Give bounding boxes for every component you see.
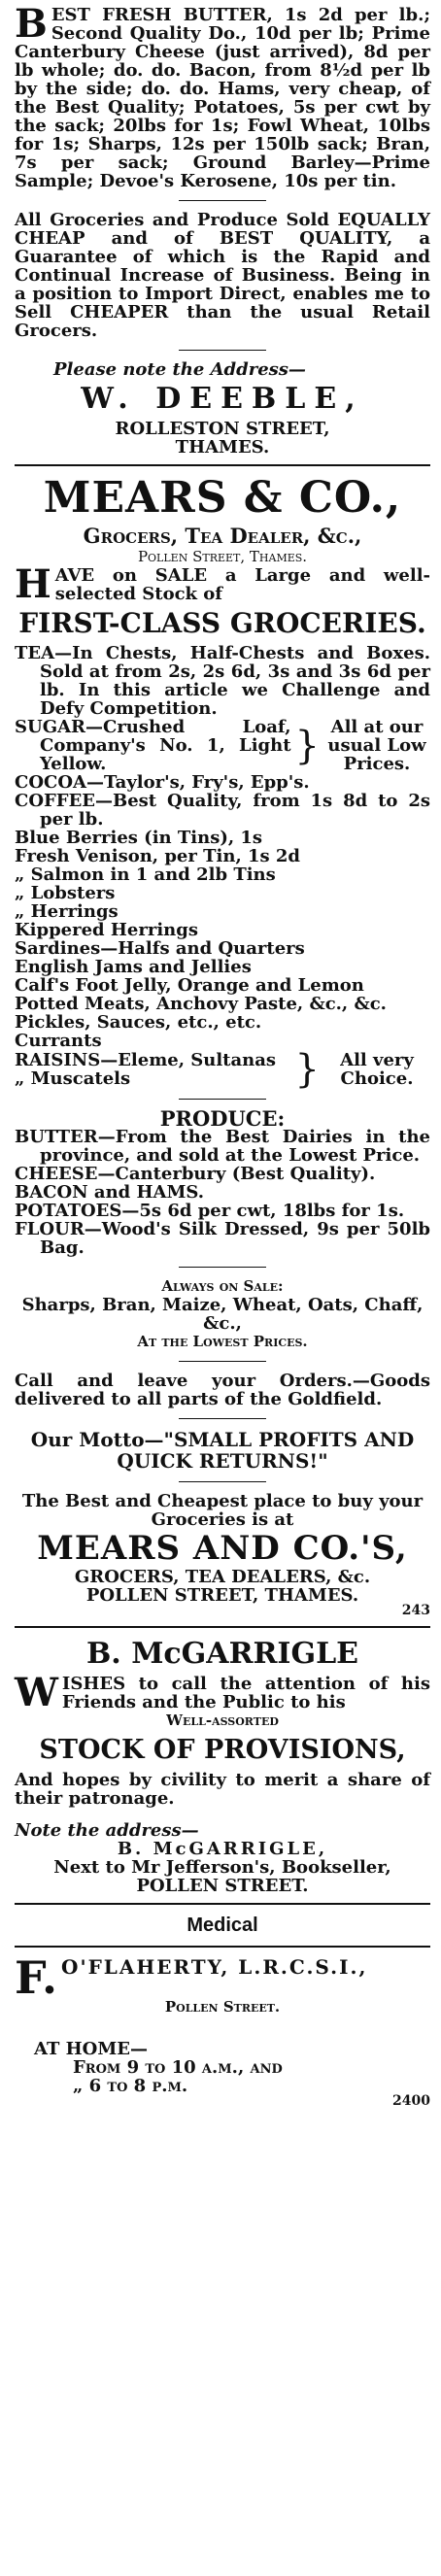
coffee-item: COFFEE—Best Quality, from 1s 8d to 2s per lb.	[15, 791, 430, 830]
divider	[179, 1361, 266, 1362]
mcgarrigle-intro: WISHES to call the attention of his Friends and the Public to his	[15, 1670, 430, 1715]
list-item: Calf's Foot Jelly, Orange and Lemon	[15, 975, 364, 996]
mears-advert	[15, 474, 430, 1618]
sugar-left: SUGAR—Crushed Loaf, Company's No. 1, Light Yellow.	[15, 717, 291, 774]
address-note: Note the address—	[15, 1820, 199, 1841]
section-rule	[15, 1946, 430, 1948]
mears-intro: HAVE on SALE a Large and well-selected Stock of	[15, 561, 430, 607]
list-item: Currants	[15, 1031, 102, 1051]
list-item: „ Salmon in 1 and 2lb Tins	[15, 864, 276, 885]
brace-glyph: }	[294, 723, 320, 768]
mears-pollen: POLLEN STREET, THAMES.	[85, 1585, 359, 1606]
best-place: The Best and Cheapest place to buy your Groceries is at	[21, 1491, 424, 1530]
grocery-list	[15, 829, 430, 1050]
dropcap: B	[15, 1, 48, 47]
raisins-line2: „ Muscatels	[15, 1068, 131, 1089]
mears-grocers: GROCERS, TEA DEALERS, &c.	[74, 1567, 371, 1587]
divider	[179, 1099, 266, 1100]
brace-glyph: }	[294, 1047, 320, 1092]
dropcap: H	[15, 561, 51, 607]
flour-item: FLOUR—Wood's Silk Dressed, 9s per 50lb Bag.	[15, 1219, 430, 1258]
list-item: „ Lobsters	[15, 883, 116, 903]
list-item: Pickles, Sauces, etc., etc.	[15, 1012, 262, 1033]
newspaper-column	[7, 0, 434, 2109]
medical-heading: Medical	[187, 1915, 258, 1936]
section-rule	[15, 464, 430, 466]
ad-number: 243	[401, 1603, 430, 1618]
well-assorted: Well-assorted	[166, 1712, 279, 1729]
call-note: Call and leave your Orders.—Goods delivered to all parts of the Goldfield.	[15, 1371, 430, 1409]
deeble-prices: BEST FRESH BUTTER, 1s 2d per lb.; Second Quality Do., 10d per lb; Prime Canterbury Cheese (just arrived), 8d per lb whole; do. do. Bacon, from 8½d per lb by the side; do. do. Hams, very cheap, of the Best Quality; Potatoes, 5s per cwt by the sack; 20lbs for 1s; Fowl Wheat, 10lbs for 1s; Sharps, 12s per 150lb sack; Bran, 7s per sack; Ground Barley—Prime Sample; Devoe's Kerosene, 10s per tin.	[15, 1, 430, 191]
mcgarrigle-next: Next to Mr Jefferson's, Bookseller,	[53, 1857, 391, 1878]
divider	[179, 1418, 266, 1419]
list-item: Fresh Venison, per Tin, 1s 2d	[15, 846, 301, 866]
raisins-line1: RAISINS—Eleme, Sultanas	[15, 1050, 277, 1070]
mcgarrigle-name: B. McGARRIGLE,	[117, 1839, 328, 1859]
list-item: Blue Berries (in Tins), 1s	[15, 828, 263, 848]
mears-title: MEARS & CO.,	[43, 473, 402, 523]
deeble-guarantee: All Groceries and Produce Sold EQUALLY CHEAP and of BEST QUALITY, a Guarantee of which is the Rapid and Continual Increase of Business. Being in a position to Import Direct, enables me to Sell CHEAPER than the usual Retail Grocers.	[15, 210, 430, 341]
always-heading: Always on Sale:	[161, 1277, 284, 1295]
merchant-name: W. DEEBLE,	[81, 382, 364, 416]
merchant-town: THAMES.	[175, 437, 270, 458]
sugar-item	[15, 718, 430, 773]
cheese-item: CHEESE—Canterbury (Best Quality).	[15, 1164, 376, 1184]
motto: Our Motto—"SMALL PROFITS AND QUICK RETURNS!"	[30, 1428, 415, 1473]
mcgarrigle-advert	[15, 1636, 430, 1895]
list-item: Potted Meats, Anchovy Paste, &c., &c.	[15, 994, 387, 1014]
mears-street: Pollen Street, Thames.	[137, 548, 308, 565]
list-item: Kippered Herrings	[15, 920, 198, 940]
ad-number: 2400	[392, 2093, 430, 2109]
mcgarrigle-street: POLLEN STREET.	[136, 1876, 309, 1896]
divider	[179, 200, 266, 201]
sugar-right: All at our usual Low Prices.	[327, 717, 426, 774]
tea-item: TEA—In Chests, Half-Chests and Boxes. Sold at from 2s, 2s 6d, 3s and 3s 6d per lb. In this article we Challenge and Defy Competition.	[15, 643, 430, 719]
divider	[179, 1267, 266, 1268]
hours-line2: „ 6 to 8 p.m.	[73, 2076, 188, 2096]
list-item: „ Herrings	[15, 901, 119, 922]
mcgarrigle-title: B. McGARRIGLE	[85, 1637, 359, 1671]
doctor-name-line: F. O'FLAHERTY, L.R.C.S.I.,	[15, 1951, 368, 2004]
section-rule	[15, 1903, 430, 1905]
list-item: English Jams and Jellies	[15, 957, 252, 977]
sharps-item: Sharps, Bran, Maize, Wheat, Oats, Chaff, &c.,	[21, 1295, 424, 1334]
at-home: AT HOME—	[34, 2039, 148, 2059]
merchant-street: ROLLESTON STREET,	[115, 419, 330, 439]
divider	[179, 350, 266, 351]
cocoa-item: COCOA—Taylor's, Fry's, Epp's.	[15, 772, 310, 793]
butter-item: BUTTER—From the Best Dairies in the province, and sold at the Lowest Price.	[15, 1127, 430, 1166]
dropcap: W	[15, 1670, 58, 1715]
doctor-street: Pollen Street.	[164, 1998, 281, 2016]
section-rule	[15, 1626, 430, 1628]
hours-line1: From 9 to 10 a.m., and	[73, 2057, 283, 2078]
hopes-text: And hopes by civility to merit a share of their patronage.	[15, 1770, 430, 1809]
list-item: Sardines—Halfs and Quarters	[15, 938, 305, 959]
medical-advert	[15, 1913, 430, 2109]
raisins-item	[15, 1047, 430, 1092]
deeble-advert	[15, 1, 430, 458]
address-note: Please note the Address—	[53, 359, 306, 380]
bacon-item: BACON and HAMS.	[15, 1182, 205, 1203]
lowest-prices: At the Lowest Prices.	[137, 1333, 308, 1350]
mears-headline: FIRST-CLASS GROCERIES.	[18, 607, 426, 639]
divider	[179, 1481, 266, 1482]
dropcap: F.	[15, 1951, 58, 2004]
mears-subtitle: Grocers, Tea Dealer, &c.,	[83, 524, 362, 548]
raisins-right: All very Choice.	[340, 1050, 414, 1089]
mears-big-name: MEARS AND CO.'S,	[37, 1529, 408, 1568]
potatoes-item: POTATOES—5s 6d per cwt, 18lbs for 1s.	[15, 1201, 405, 1221]
produce-heading: PRODUCE:	[159, 1106, 286, 1131]
stock-headline: STOCK OF PROVISIONS,	[39, 1735, 406, 1765]
